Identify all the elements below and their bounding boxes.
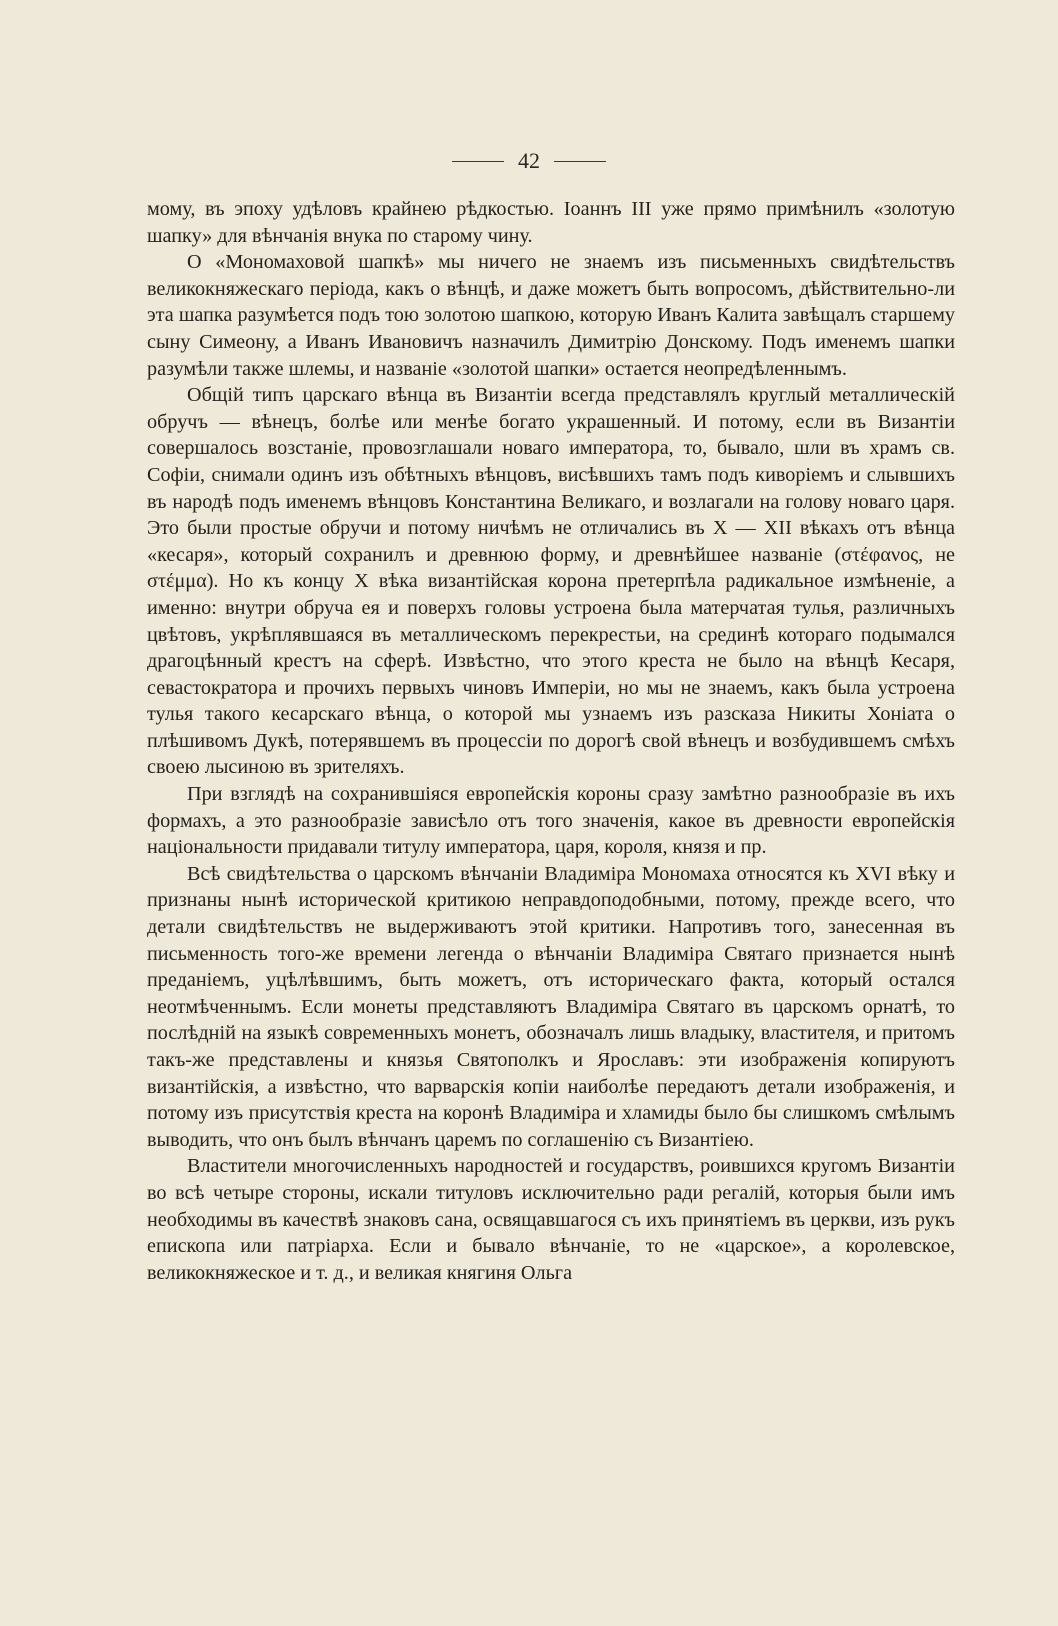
page-header (0, 150, 1058, 172)
paragraph-european-crowns: При взглядѣ на сохранившіяся европейскія короны сразу замѣтно разнообразіе въ ихъ формахъ, а это разнообразіе зависѣло отъ того значенія, какое въ древности европейскія національности придавали титулу императора, царя, короля, князя и пр. (147, 783, 955, 859)
paragraph-vladimir-coronation: Всѣ свидѣтельства о царскомъ вѣнчаніи Владиміра Мономаха относятся къ XVI вѣку и признаны нынѣ исторической критикою неправдоподобными, потому, прежде всего, что детали свидѣтельствъ не выдерживаютъ этой критики. Напротивъ того, занесенная въ письменность того-же времени легенда о вѣнчаніи Владиміра Святаго признается нынѣ преданіемъ, уцѣлѣвшимъ, быть можетъ, отъ историческаго факта, который остался неотмѣченнымъ. Если монеты представляютъ Владиміра Святаго въ царскомъ орнатѣ, то послѣдній на языкѣ современныхъ монетъ, обозначалъ лишь владыку, властителя, и притомъ такъ-же представлены и князья Святополкъ и Ярославъ: эти изображенія копируютъ византійскія, а извѣстно, что варварскія копіи наиболѣе передаютъ детали изображенія, и потому изъ присутствія креста на коронѣ Владиміра и хламиды было бы слишкомъ смѣлымъ выводить, что онъ былъ вѣнчанъ царемъ по соглашенію съ Византіею. (147, 862, 955, 1151)
paragraph-continuation: мому, въ эпоху удѣловъ крайнею рѣдкостью. Іоаннъ III уже прямо примѣнилъ «золотую шапку» для вѣнчанія внука по старому чину. (147, 198, 955, 247)
paragraph-byzantine-crown: Общій типъ царскаго вѣнца въ Византіи всегда представлялъ круглый металлическій обручъ — вѣнецъ, болѣе или менѣе богато украшенный. И потому, если въ Византіи совершалось возстаніе, провозглашали новаго императора, то, бывало, шли въ храмъ св. Софіи, снимали одинъ изъ обѣтныхъ вѣнцовъ, висѣвшихъ тамъ подъ киворіемъ и слывшихъ въ народѣ подъ именемъ вѣнцовъ Константина Великаго, и возлагали на голову новаго царя. Это были простые обручи и потому ничѣмъ не отличались въ X — XII вѣкахъ отъ вѣнца «кесаря», который сохранилъ и древнюю форму, и древнѣйшее названіе (στέφανος, не στέμμα). Но къ концу X вѣка византійская корона претерпѣла радикальное измѣненіе, а именно: внутри обруча ея и поверхъ головы устроена была матерчатая тулья, различныхъ цвѣтовъ, укрѣплявшаяся въ металлическомъ перекрестьи, на срединѣ котораго подымался драгоцѣнный крестъ на сферѣ. Извѣстно, что этого креста не было на вѣнцѣ Кесаря, севастократора и прочихъ первыхъ чиновъ Имперіи, но мы не знаемъ, какъ была устроена тулья такого кесарскаго вѣнца, о которой мы узнаемъ изъ разсказа Никиты Хоніата о плѣшивомъ Дукѣ, потерявшемъ въ процессіи по дорогѣ свой вѣнецъ и возбудившемъ смѣхъ своею лысиною въ зрителяхъ. (147, 384, 955, 779)
page-number: 42 (518, 148, 540, 173)
body-text (147, 196, 955, 1286)
header-rule-left (452, 161, 504, 162)
paragraph-monomakh-cap: О «Мономаховой шапкѣ» мы ничего не знаемъ изъ письменныхъ свидѣтельствъ великокняжескаго періода, какъ о вѣнцѣ, и даже можетъ быть вопросомъ, дѣйствительно-ли эта шапка разумѣется подъ тою золотою шапкою, которую Иванъ Калита завѣщалъ старшему сыну Симеону, а Иванъ Ивановичъ назначилъ Димитрію Донскому. Подъ именемъ шапки разумѣли также шлемы, и названіе «золотой шапки» остается неопредѣленнымъ. (147, 251, 955, 380)
paragraph-rulers-titles: Властители многочисленныхъ народностей и государствъ, роившихся кругомъ Византіи во всѣ четыре стороны, искали титуловъ исключительно ради регалій, которыя были имъ необходимы въ качествѣ знаковъ сана, освящавшагося съ ихъ принятіемъ въ церкви, изъ рукъ епископа или патріарха. Если и бывало вѣнчаніе, то не «царское», а королевское, великокняжеское и т. д., и великая княгиня Ольга (147, 1155, 955, 1284)
header-rule-right (554, 161, 606, 162)
